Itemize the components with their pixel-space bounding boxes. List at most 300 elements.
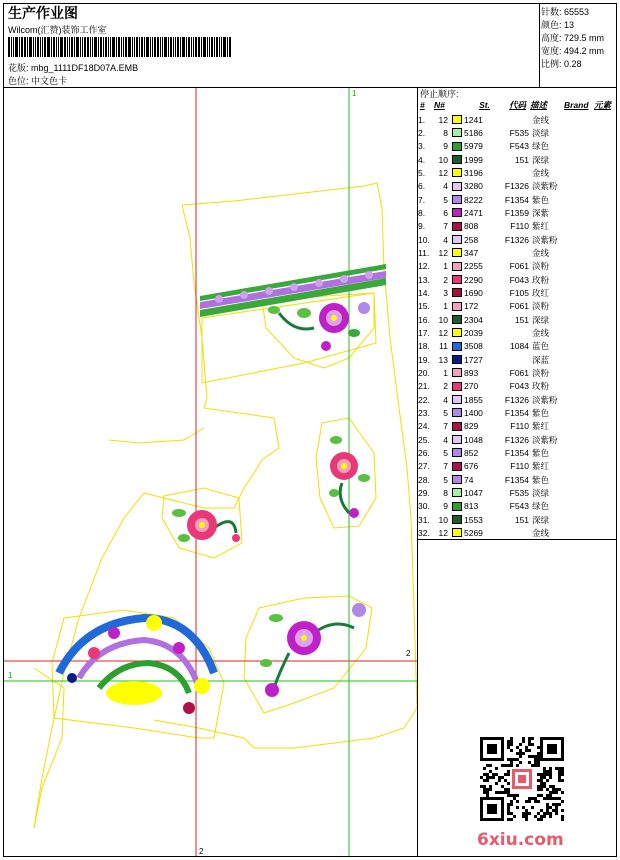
stop-needle: 1 <box>443 261 448 272</box>
barcode-bar <box>112 37 115 57</box>
stop-code: F1354 <box>504 474 529 485</box>
stop-needle: 12 <box>438 247 448 258</box>
barcode-bar <box>24 37 26 57</box>
stop-row <box>418 486 577 499</box>
stop-desc: 金线 <box>532 327 550 338</box>
stop-index: 21. <box>418 381 430 392</box>
stop-stitches: 1241 <box>464 114 483 125</box>
stop-code: F1326 <box>504 434 529 445</box>
barcode-bar <box>71 37 73 57</box>
qr-code <box>480 737 564 821</box>
stop-index: 8. <box>418 207 426 218</box>
stop-code: F1326 <box>504 234 529 245</box>
stop-stitches: 3280 <box>464 181 483 192</box>
color-swatch <box>452 382 462 391</box>
barcode-bar <box>164 37 167 57</box>
stop-index: 28. <box>418 474 430 485</box>
barcode-bar <box>110 37 111 57</box>
stop-stitches: 1048 <box>464 434 483 445</box>
stop-desc: 紫色 <box>532 447 550 458</box>
stop-stitches: 1553 <box>464 514 483 525</box>
stat-scale: 比例: 0.28 <box>541 59 582 69</box>
color-swatch <box>452 408 462 417</box>
stop-needle: 9 <box>443 141 448 152</box>
barcode-bar <box>84 37 86 57</box>
color-swatch <box>452 155 462 164</box>
stop-needle: 10 <box>438 514 448 525</box>
stop-row <box>418 126 577 139</box>
stop-stitches: 172 <box>464 301 479 312</box>
stop-needle: 10 <box>438 314 448 325</box>
stop-stitches: 5979 <box>464 141 483 152</box>
barcode-bar <box>35 37 36 57</box>
barcode-bar <box>219 37 220 57</box>
stop-needle: 12 <box>438 167 448 178</box>
stop-row <box>418 153 577 166</box>
stop-stitches: 2471 <box>464 207 483 218</box>
stop-row <box>418 326 577 339</box>
stop-row <box>418 140 577 153</box>
color-swatch <box>452 115 462 124</box>
design-value: mbg_1111DF18D07A.EMB <box>31 63 139 73</box>
stop-desc: 淡绿 <box>532 487 550 498</box>
stop-stitches: 1727 <box>464 354 483 365</box>
color-swatch <box>452 488 462 497</box>
stop-index: 16. <box>418 314 430 325</box>
barcode-bar <box>229 37 231 57</box>
stop-code: F061 <box>509 301 529 312</box>
barcode-bar <box>168 37 169 57</box>
barcode-bar <box>146 37 149 57</box>
col-needle: N# <box>434 100 445 110</box>
color-value: 中文色卡 <box>31 76 68 86</box>
barcode-bar <box>211 37 213 57</box>
barcode-bar <box>29 37 32 57</box>
stop-index: 23. <box>418 407 430 418</box>
stop-row <box>418 433 577 446</box>
barcode-bar <box>141 37 143 57</box>
stop-row <box>418 366 577 379</box>
color-swatch <box>452 275 462 284</box>
barcode-bar <box>134 37 135 57</box>
stat-stitches: 针数: 65553 <box>541 7 590 17</box>
stop-stitches: 8222 <box>464 194 483 205</box>
barcode-bar <box>207 37 208 57</box>
barcode-bar <box>21 37 23 57</box>
stop-desc: 绿色 <box>532 141 550 152</box>
stop-row <box>418 166 577 179</box>
color-swatch <box>452 235 462 244</box>
barcode-bar <box>13 37 14 57</box>
barcode-bar <box>182 37 185 57</box>
stop-stitches: 258 <box>464 234 479 245</box>
stop-index: 9. <box>418 221 426 232</box>
color-swatch <box>452 128 462 137</box>
stop-code: 151 <box>514 154 529 165</box>
stop-index: 1. <box>418 114 426 125</box>
stop-stitches: 1690 <box>464 287 483 298</box>
barcode-bar <box>103 37 104 57</box>
stop-code: F110 <box>510 421 529 432</box>
stop-desc: 淡紫粉 <box>532 234 558 245</box>
barcode-bar <box>136 37 138 57</box>
barcode-bar <box>67 37 68 57</box>
color-chart <box>8 74 67 87</box>
barcode-bar <box>53 37 55 57</box>
barcode-bar <box>69 37 70 57</box>
barcode-bar <box>11 37 12 57</box>
color-swatch <box>452 435 462 444</box>
barcode-bar <box>108 37 109 57</box>
stop-stitches: 2039 <box>464 327 483 338</box>
stop-stitches: 1400 <box>464 407 483 418</box>
col-element: 元素 <box>594 100 612 110</box>
stop-needle: 1 <box>443 301 448 312</box>
stop-desc: 蓝色 <box>532 341 550 352</box>
stop-row <box>418 353 577 366</box>
barcode-bar <box>162 37 163 57</box>
stop-row <box>418 246 577 259</box>
barcode-bar <box>201 37 202 57</box>
stop-stitches: 676 <box>464 461 479 472</box>
red-marker-bottom: 2 <box>199 847 204 856</box>
stop-row <box>418 393 577 406</box>
barcode-bar <box>139 37 140 57</box>
stop-index: 25. <box>418 434 430 445</box>
color-swatch <box>452 502 462 511</box>
stop-desc: 紫红 <box>532 421 550 432</box>
barcode-bar <box>98 37 99 57</box>
stop-index: 11. <box>418 247 430 258</box>
stop-sequence-title: 停止顺序: <box>420 89 459 99</box>
stop-index: 18. <box>418 341 430 352</box>
barcode-bar <box>40 37 41 57</box>
color-swatch <box>452 142 462 151</box>
stop-needle: 5 <box>443 447 448 458</box>
flower-motif-bottom-left <box>59 615 214 714</box>
stop-code: F543 <box>509 141 529 152</box>
stop-desc: 金线 <box>532 114 550 125</box>
barcode-bar <box>19 37 20 57</box>
stop-code: F1354 <box>504 194 529 205</box>
stop-row <box>418 180 577 193</box>
barcode-bar <box>177 37 179 57</box>
stop-stitches: 347 <box>464 247 479 258</box>
barcode-bar <box>90 37 91 57</box>
company-name: Wilcom(汇赞)装饰工作室 <box>8 25 107 35</box>
page-title: 生产作业图 <box>8 5 78 21</box>
barcode-bar <box>33 37 34 57</box>
stop-stitches: 2255 <box>464 261 483 272</box>
stop-desc: 紫红 <box>532 221 550 232</box>
color-swatch <box>452 182 462 191</box>
stop-needle: 7 <box>443 421 448 432</box>
stop-stitches: 893 <box>464 367 479 378</box>
stop-row <box>418 273 577 286</box>
barcode-bar <box>160 37 161 57</box>
stop-needle: 12 <box>438 114 448 125</box>
barcode-bar <box>116 37 117 57</box>
stop-needle: 2 <box>443 274 448 285</box>
stop-index: 19. <box>418 354 430 365</box>
color-swatch <box>452 288 462 297</box>
color-swatch <box>452 262 462 271</box>
color-swatch <box>452 462 462 471</box>
stat-height: 高度: 729.5 mm <box>541 33 605 43</box>
barcode-bar <box>128 37 131 57</box>
stop-index: 30. <box>418 501 430 512</box>
stop-code: 1084 <box>510 341 529 352</box>
col-stitches: St. <box>479 100 490 110</box>
col-index: # <box>420 100 425 110</box>
color-swatch <box>452 475 462 484</box>
stop-code: 151 <box>514 514 529 525</box>
color-swatch <box>452 315 462 324</box>
design-label: 花版: <box>8 63 29 73</box>
stop-desc: 深蓝 <box>532 354 550 365</box>
stop-code: F043 <box>509 274 529 285</box>
stop-code: F043 <box>509 381 529 392</box>
color-swatch <box>452 395 462 404</box>
stop-row <box>418 113 577 126</box>
stop-desc: 深绿 <box>532 154 550 165</box>
stop-row <box>418 446 577 459</box>
barcode-bar <box>214 37 215 57</box>
color-swatch <box>452 195 462 204</box>
barcode-bar <box>44 37 46 57</box>
color-swatch <box>452 515 462 524</box>
color-swatch <box>452 302 462 311</box>
barcode-bar <box>198 37 200 57</box>
stop-index: 26. <box>418 447 430 458</box>
col-desc: 描述 <box>530 100 548 110</box>
stop-desc: 深绿 <box>532 514 550 525</box>
stop-needle: 11 <box>439 341 448 352</box>
stop-desc: 玫粉 <box>532 381 550 392</box>
stop-row <box>418 193 577 206</box>
stop-stitches: 3508 <box>464 341 483 352</box>
barcode-bar <box>180 37 181 57</box>
stop-list <box>418 113 577 540</box>
barcode <box>8 37 236 57</box>
barcode-bar <box>154 37 156 57</box>
barcode-bar <box>8 37 10 57</box>
stop-row <box>418 340 577 353</box>
barcode-bar <box>60 37 63 57</box>
stop-desc: 紫色 <box>532 474 550 485</box>
stop-needle: 8 <box>443 487 448 498</box>
stop-row <box>418 500 577 513</box>
stop-index: 20. <box>418 367 430 378</box>
stop-row <box>418 406 577 419</box>
stop-row <box>418 473 577 486</box>
barcode-bar <box>191 37 192 57</box>
stop-code: F1359 <box>504 207 529 218</box>
barcode-bar <box>56 37 57 57</box>
stop-code: F061 <box>509 261 529 272</box>
barcode-bar <box>51 37 52 57</box>
stop-stitches: 852 <box>464 447 479 458</box>
stop-desc: 金线 <box>532 167 550 178</box>
stop-needle: 12 <box>438 527 448 538</box>
stop-needle: 5 <box>443 194 448 205</box>
stop-needle: 1 <box>443 367 448 378</box>
barcode-bar <box>121 37 122 57</box>
stop-index: 5. <box>418 167 426 178</box>
stop-desc: 深紫 <box>532 207 550 218</box>
stop-desc: 玫粉 <box>532 274 550 285</box>
barcode-bar <box>144 37 145 57</box>
stop-desc: 淡绿 <box>532 127 550 138</box>
stop-index: 14. <box>418 287 430 298</box>
barcode-bar <box>195 37 197 57</box>
stop-index: 22. <box>418 394 430 405</box>
barcode-bar <box>82 37 83 57</box>
stop-code: F105 <box>509 287 529 298</box>
stop-stitches: 270 <box>464 381 479 392</box>
color-swatch <box>452 368 462 377</box>
stop-desc: 紫红 <box>532 461 550 472</box>
stop-stitches: 808 <box>464 221 479 232</box>
color-swatch <box>452 328 462 337</box>
stop-index: 27. <box>418 461 430 472</box>
stop-index: 31. <box>418 514 430 525</box>
color-swatch <box>452 528 462 537</box>
stop-desc: 淡紫粉 <box>532 394 558 405</box>
stop-row <box>418 300 577 313</box>
stop-code: F1326 <box>504 181 529 192</box>
col-brand: Brand <box>564 100 589 110</box>
stop-needle: 2 <box>443 381 448 392</box>
stop-stitches: 5186 <box>464 127 483 138</box>
stop-stitches: 1047 <box>464 487 483 498</box>
barcode-bar <box>132 37 133 57</box>
barcode-bar <box>221 37 222 57</box>
green-marker-left: 1 <box>8 671 13 680</box>
stat-colors: 颜色: 13 <box>541 20 575 30</box>
color-swatch <box>452 248 462 257</box>
stop-stitches: 829 <box>464 421 479 432</box>
color-label: 色位: <box>8 76 29 86</box>
stop-desc: 淡紫粉 <box>532 181 558 192</box>
barcode-bar <box>76 37 79 57</box>
stop-index: 17. <box>418 327 430 338</box>
stop-table-header <box>418 99 613 111</box>
barcode-bar <box>27 37 28 57</box>
stop-stitches: 3196 <box>464 167 483 178</box>
barcode-bar <box>170 37 172 57</box>
stop-needle: 3 <box>443 287 448 298</box>
barcode-bar <box>15 37 18 57</box>
flower-motif-top <box>268 302 370 351</box>
barcode-bar <box>203 37 206 57</box>
barcode-bar <box>42 37 43 57</box>
stop-desc: 绿色 <box>532 501 550 512</box>
stop-needle: 7 <box>443 221 448 232</box>
stop-index: 2. <box>418 127 426 138</box>
stop-desc: 玫红 <box>532 287 550 298</box>
stop-stitches: 5269 <box>464 527 483 538</box>
color-swatch <box>452 355 462 364</box>
stop-index: 3. <box>418 141 426 152</box>
stop-index: 10. <box>418 234 430 245</box>
stop-index: 24. <box>418 421 430 432</box>
stop-needle: 5 <box>443 474 448 485</box>
color-swatch <box>452 448 462 457</box>
stop-row <box>418 233 577 246</box>
stop-stitches: 1855 <box>464 394 483 405</box>
stop-row <box>418 286 577 299</box>
design-svg <box>4 88 417 856</box>
stop-code: F1354 <box>504 407 529 418</box>
barcode-bar <box>47 37 50 57</box>
stop-desc: 紫色 <box>532 194 550 205</box>
stop-index: 12. <box>418 261 430 272</box>
stats-panel <box>541 6 604 71</box>
barcode-bar <box>193 37 194 57</box>
barcode-bar <box>37 37 39 57</box>
barcode-bar <box>105 37 107 57</box>
stop-index: 7. <box>418 194 426 205</box>
barcode-bar <box>58 37 59 57</box>
stop-row <box>418 460 577 473</box>
stop-row <box>418 206 577 219</box>
stop-needle: 4 <box>443 181 448 192</box>
color-swatch <box>452 222 462 231</box>
color-swatch <box>452 208 462 217</box>
stop-index: 32. <box>418 527 430 538</box>
stop-needle: 9 <box>443 501 448 512</box>
stop-stitches: 2304 <box>464 314 483 325</box>
stop-stitches: 2290 <box>464 274 483 285</box>
barcode-bar <box>125 37 127 57</box>
stop-row <box>418 380 577 393</box>
barcode-bar <box>87 37 89 57</box>
barcode-bar <box>100 37 102 57</box>
stop-row <box>418 260 577 273</box>
barcode-bar <box>188 37 190 57</box>
flower-motif-bottom-right <box>260 603 366 697</box>
stop-code: F061 <box>509 367 529 378</box>
barcode-bar <box>64 37 66 57</box>
stop-code: F110 <box>510 461 529 472</box>
stop-index: 29. <box>418 487 430 498</box>
color-swatch <box>452 168 462 177</box>
green-marker-top: 1 <box>352 89 357 98</box>
stop-desc: 淡粉 <box>532 261 550 272</box>
stat-width: 宽度: 494.2 mm <box>541 46 605 56</box>
stop-needle: 10 <box>438 154 448 165</box>
barcode-bar <box>118 37 120 57</box>
barcode-bar <box>150 37 151 57</box>
barcode-bar <box>80 37 81 57</box>
stop-row <box>418 526 577 539</box>
stop-desc: 淡粉 <box>532 301 550 312</box>
stop-row <box>418 313 577 326</box>
stop-desc: 深绿 <box>532 314 550 325</box>
color-swatch <box>452 422 462 431</box>
col-code: 代码 <box>508 100 526 110</box>
design-preview <box>4 88 417 856</box>
stop-code: F1354 <box>504 447 529 458</box>
red-marker-right: 2 <box>406 649 411 658</box>
stop-needle: 6 <box>443 207 448 218</box>
stop-needle: 12 <box>438 327 448 338</box>
stop-desc: 淡粉 <box>532 367 550 378</box>
stop-row <box>418 513 577 526</box>
stop-stitches: 1999 <box>464 154 483 165</box>
stop-needle: 8 <box>443 127 448 138</box>
